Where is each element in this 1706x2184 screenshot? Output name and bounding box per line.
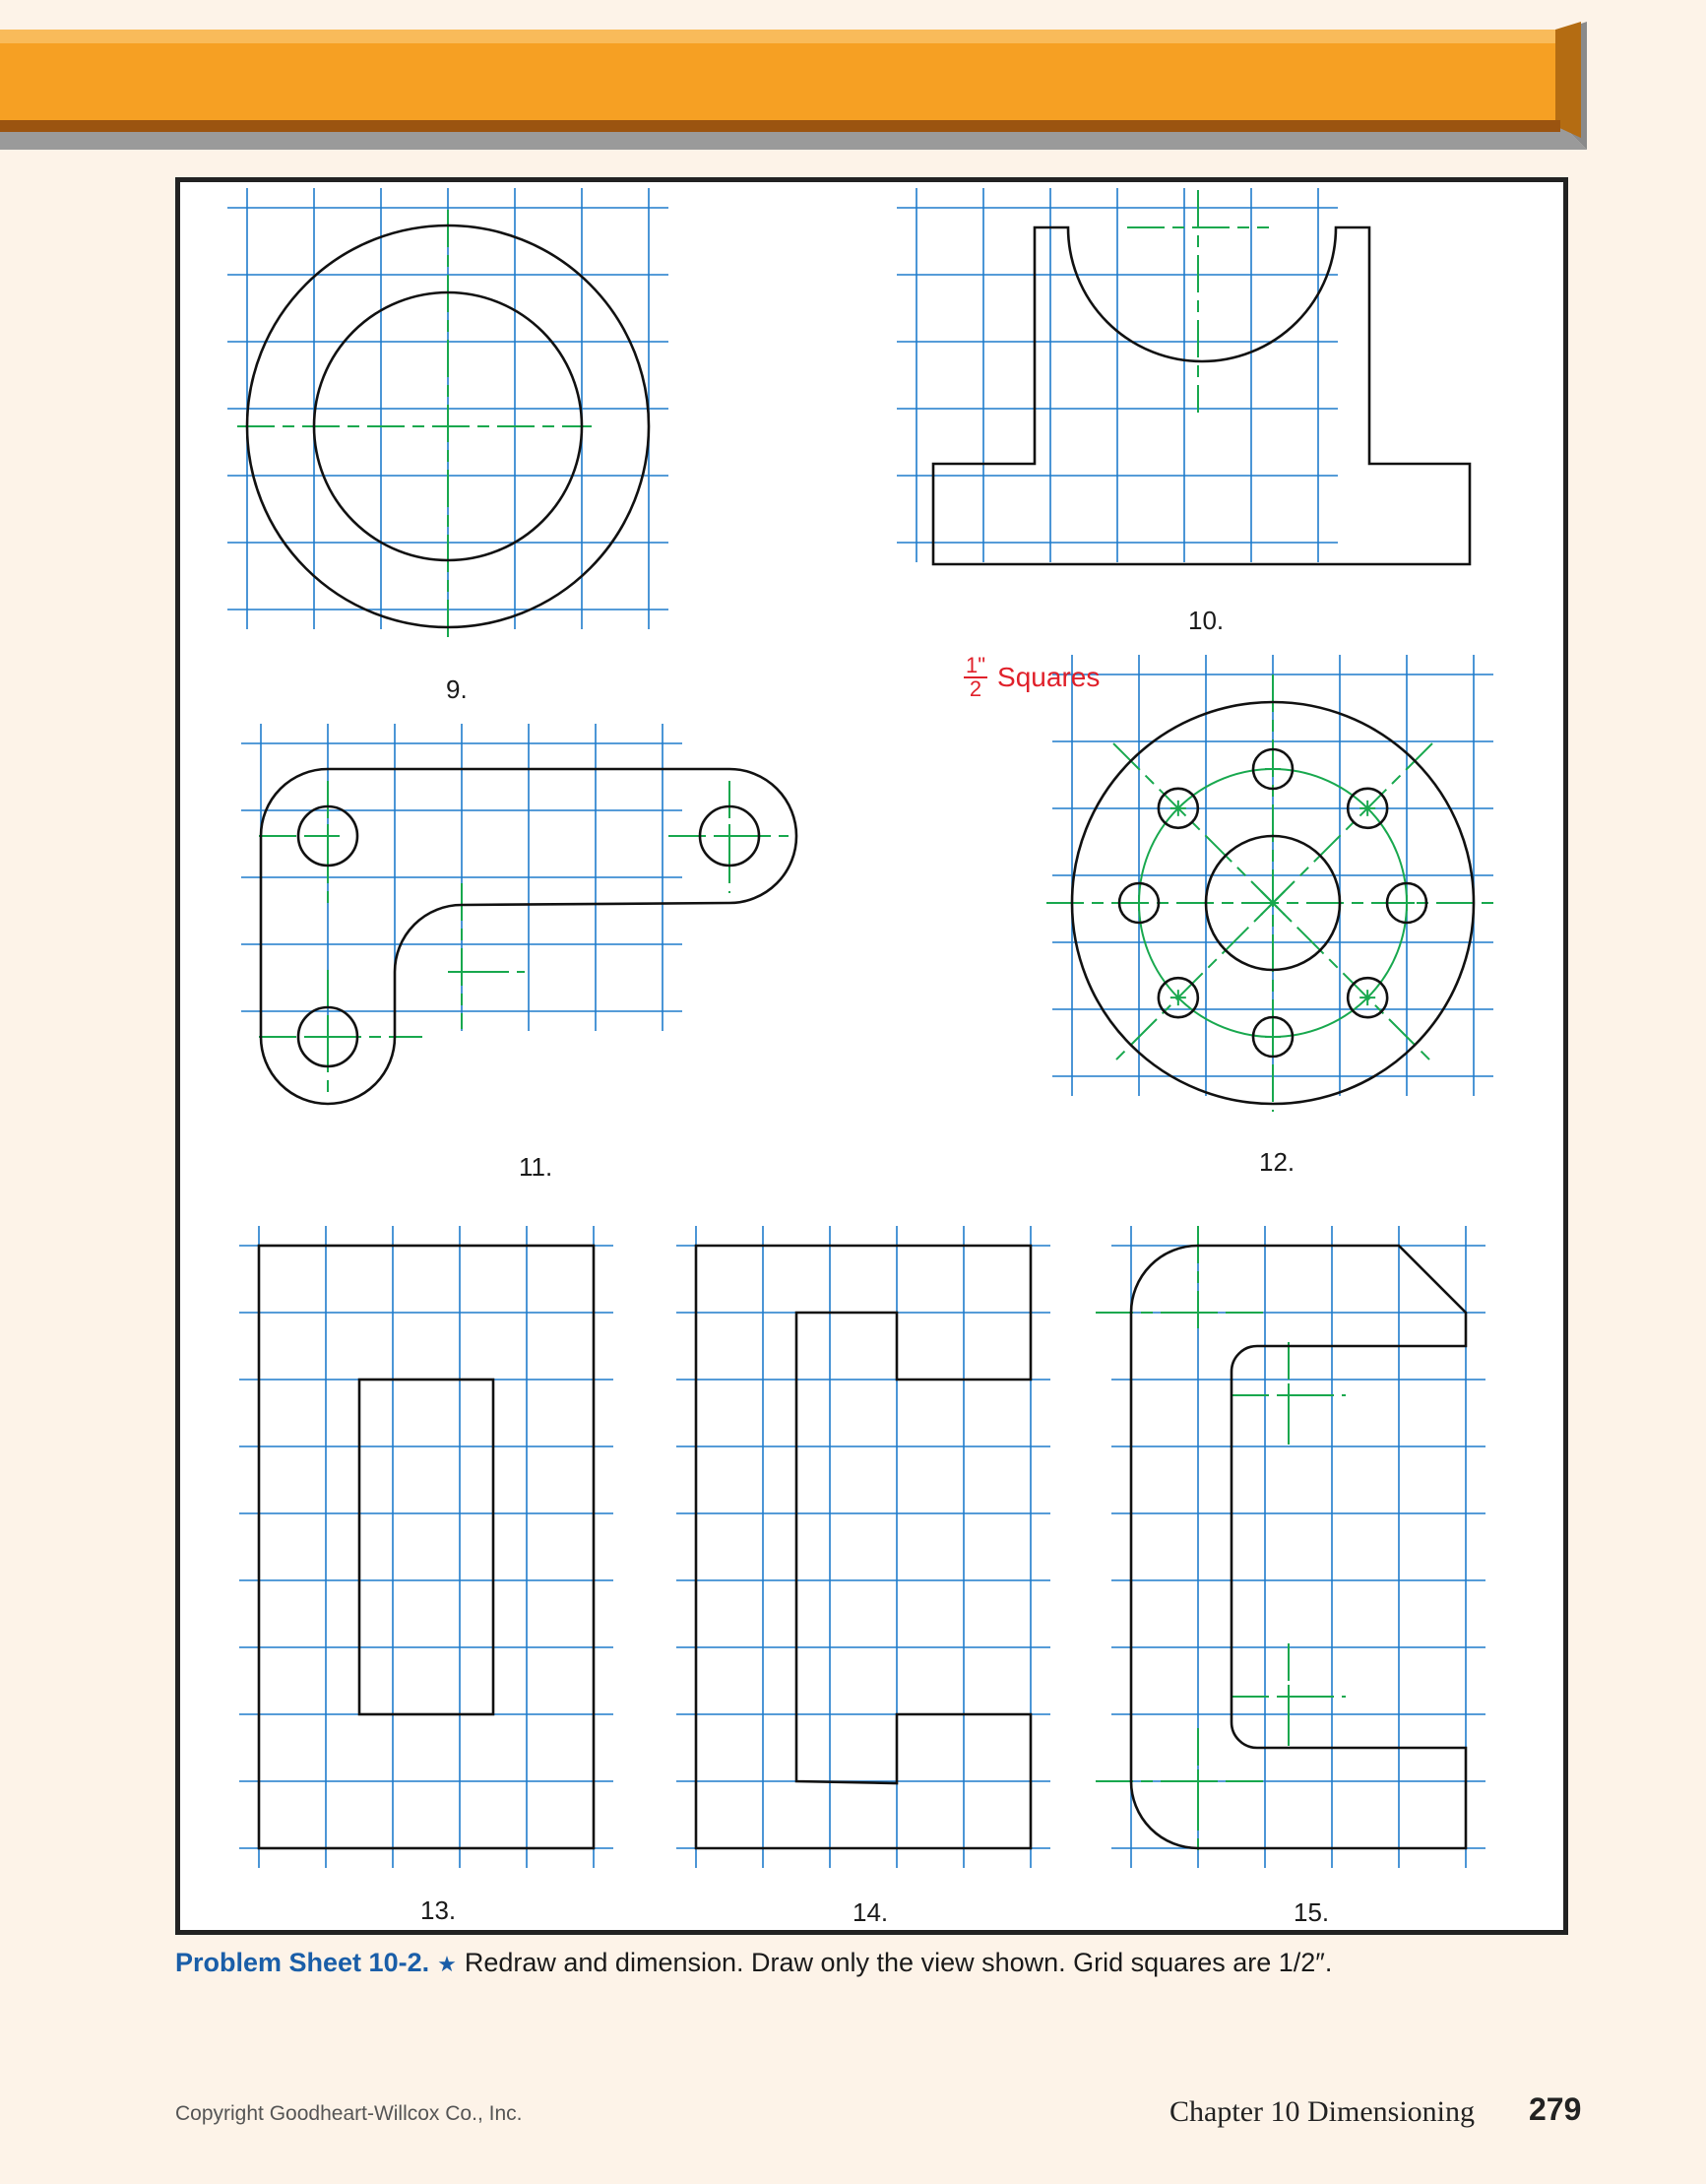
problem-label-13: 13. <box>420 1895 457 1925</box>
scale-fraction <box>964 655 987 700</box>
grid-problem-13 <box>239 1226 613 1868</box>
chapter-banner <box>0 0 1595 158</box>
scale-note <box>964 655 1100 700</box>
chapter-text: Chapter 10 Dimensioning <box>1169 2095 1475 2128</box>
caption-title: Problem Sheet 10-2. <box>175 1948 430 1977</box>
scale-denominator: 2 <box>969 676 982 701</box>
scale-word: Squares <box>997 662 1101 692</box>
outer-rect-13 <box>259 1246 594 1848</box>
drawing-area <box>180 182 1563 1930</box>
copyright-notice: Copyright Goodheart-Willcox Co., Inc. <box>175 2102 523 2125</box>
outline-problem-14 <box>696 1246 1031 1848</box>
problem-label-12: 12. <box>1259 1147 1295 1177</box>
problem-label-14: 14. <box>853 1897 889 1927</box>
outline-problem-10 <box>933 227 1470 564</box>
grid-problem-14 <box>676 1226 1050 1868</box>
page-number: 279 <box>1529 2091 1582 2127</box>
problem-caption <box>175 1948 1332 1978</box>
problem-label-11: 11. <box>519 1152 553 1182</box>
grid-problem-15 <box>1111 1226 1485 1868</box>
outline-problem-15 <box>1131 1246 1466 1848</box>
problem-sheet-frame <box>175 177 1568 1935</box>
problem-label-15: 15. <box>1294 1897 1330 1927</box>
caption-text: Redraw and dimension. Draw only the view shown. Grid squares are 1/2″. <box>464 1948 1333 1977</box>
slot-rect-13 <box>359 1380 493 1714</box>
problem-label-10: 10. <box>1188 606 1225 635</box>
grid-problem-10 <box>897 188 1338 562</box>
chapter-title <box>1169 2095 1475 2129</box>
problem-label-9: 9. <box>446 674 468 704</box>
star-icon: ★ <box>437 1952 457 1976</box>
scale-numerator: 1" <box>966 653 986 677</box>
